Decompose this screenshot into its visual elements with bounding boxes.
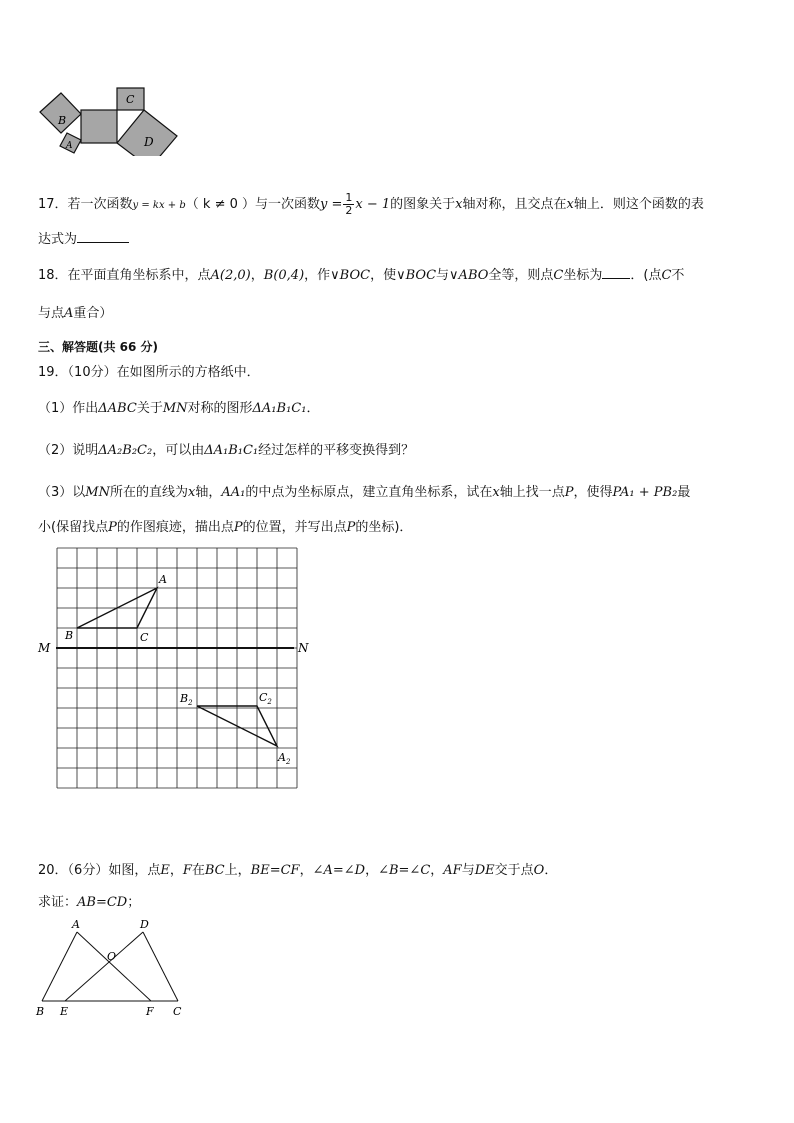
q18-mid3: 与	[436, 268, 450, 283]
q20-head-e: ，	[299, 863, 313, 878]
q20-eq1: BE=CF	[250, 863, 300, 878]
q17-line2	[38, 230, 129, 249]
q19-p3d: x	[187, 485, 196, 500]
q20-point-e: E	[160, 863, 170, 878]
q19-p2e: 经过怎样的平移变换得到？	[258, 443, 415, 458]
fig-label-b: B	[36, 1005, 45, 1018]
q19-p3f: AA₁	[221, 485, 246, 500]
grid-label-b2: $B_2$	[180, 692, 193, 707]
q20-head-c: 在	[191, 863, 205, 878]
q17-line1	[38, 192, 704, 217]
q17-x2: x	[566, 197, 574, 212]
q19-part2	[38, 442, 414, 460]
q19-p3q: P	[233, 520, 243, 535]
grid-label-c: C	[140, 631, 149, 644]
q20-head-h: 与	[461, 863, 475, 878]
center-square	[81, 110, 117, 143]
q18-point-c: C	[553, 268, 564, 283]
q20-prove-a: 求证：	[38, 895, 78, 910]
q20-prove-b: AB=CD	[77, 895, 128, 910]
q20-segment-de: DE	[474, 863, 495, 878]
q20-head-a: 20．（6分）如图，点	[38, 863, 161, 878]
q18-mid2: ，使	[370, 268, 397, 283]
q19-p3j: P	[564, 485, 574, 500]
q19-p3i: 轴上找一点	[499, 485, 565, 500]
q18-line2a: 与点	[38, 306, 65, 321]
q18-point-a-ref: A	[64, 306, 74, 321]
q18-mid4: 全等，则点	[488, 268, 554, 283]
square-d	[117, 110, 177, 156]
segment-de	[65, 932, 143, 1001]
q18-point-c2: C	[661, 268, 672, 283]
q19-p3a: （3）以	[38, 485, 86, 500]
q19-p2d: ΔA₁B₁C₁	[204, 443, 259, 458]
q18-triangle-boc: ∨BOC	[330, 268, 371, 283]
segment-dc	[143, 932, 178, 1001]
grid-lines	[57, 548, 297, 788]
q20-head-i: 交于点	[494, 863, 534, 878]
label-d: D	[144, 135, 154, 149]
q19-head: 19．（10分）在如图所示的方格纸中．	[38, 365, 260, 380]
q18-line1	[38, 266, 684, 285]
grid-label-c2: $C_2$	[259, 691, 272, 706]
q20-point-o: O	[533, 863, 545, 878]
q19-p1c: 关于	[136, 401, 163, 416]
grid-label-a2: $A_2$	[278, 751, 291, 766]
label-c: C	[126, 93, 135, 106]
q17-prefix: 17．若一次函数	[38, 197, 133, 212]
q17-func2-lhs: y =	[320, 197, 343, 212]
q18-triangle-abo: ∨ABO	[449, 268, 489, 283]
segment-af	[77, 932, 151, 1001]
fig-label-c: C	[173, 1005, 182, 1018]
fig-label-o: O	[107, 950, 117, 963]
q19-p1b: ΔABC	[98, 401, 137, 416]
q19-p3g: 的中点为坐标原点，建立直角坐标系，试在	[245, 485, 493, 500]
q18-answer-blank[interactable]	[602, 266, 630, 279]
q18-tail: 坐标为	[563, 268, 603, 283]
segment-ab	[42, 932, 77, 1001]
fig-label-d: D	[140, 918, 149, 931]
q18-point-b: B(0,4)	[263, 268, 305, 283]
q19-p3m: 最	[677, 485, 691, 500]
q19-p1a: （1）作出	[38, 401, 99, 416]
q19-p3r: 的位置，并写出点	[242, 520, 347, 535]
section-title: 三、解答题(共 66 分)	[38, 340, 159, 354]
fig-label-a: A	[72, 918, 80, 931]
q19-p3h: x	[492, 485, 500, 500]
q19-part1	[38, 400, 319, 418]
fig-label-e: E	[60, 1005, 69, 1018]
grid-label-b: B	[65, 629, 74, 642]
q17-func2-rhs: x − 1	[355, 197, 391, 212]
q20-head-j: ．	[544, 863, 558, 878]
q19-p1e: 对称的图形	[187, 401, 253, 416]
label-a: A	[66, 141, 73, 151]
q19-p3c: 所在的直线为	[109, 485, 188, 500]
q19-part3-line2	[38, 519, 412, 537]
fig-label-f: F	[146, 1005, 154, 1018]
q19-p1g: ．	[306, 401, 320, 416]
q20-head-b: ，	[169, 863, 183, 878]
q20-eq2: ∠A=∠D	[312, 863, 366, 878]
q17-fraction	[343, 192, 354, 217]
q19-grid-figure	[30, 545, 320, 795]
q20-segment-bc: BC	[204, 863, 225, 878]
q18-line2	[38, 305, 112, 323]
q20-point-f: F	[182, 863, 192, 878]
squares-figure	[36, 84, 186, 156]
q18-prefix: 18．在平面直角坐标系中，点	[38, 268, 211, 283]
label-b: B	[58, 114, 67, 127]
q17-cond: （ k ≠ 0 ）与一次函数	[185, 197, 321, 212]
q20-head-g: ，	[430, 863, 444, 878]
q20-head-d: 上，	[224, 863, 251, 878]
q19-p3n: 小(保留找点	[38, 520, 109, 535]
q18-sep: ，	[250, 268, 264, 283]
q20-head-f: ，	[365, 863, 379, 878]
q17-answer-label: 达式为	[38, 232, 78, 247]
q19-p1f: ΔA₁B₁C₁	[252, 401, 307, 416]
q17-frac-num: 1	[345, 191, 353, 204]
q18-line2b: 重合）	[73, 306, 113, 321]
q20-prove-c: ；	[127, 895, 141, 910]
square-b	[40, 93, 81, 133]
q17-tail: 轴上．则这个函数的表	[573, 197, 704, 212]
q18-tail3: 不	[671, 268, 685, 283]
q20-prove	[38, 894, 140, 912]
q20-segment-af: AF	[443, 863, 462, 878]
q19-p2b: ΔA₂B₂C₂	[98, 443, 153, 458]
grid-label-a: A	[159, 573, 167, 586]
q19-p1d: MN	[162, 401, 188, 416]
q17-func1: y = kx + b	[132, 200, 186, 211]
q17-frac-den: 2	[345, 204, 353, 217]
q17-mid1: 的图象关于	[390, 197, 456, 212]
q19-p3s: P	[346, 520, 356, 535]
q19-p2c: ，可以由	[152, 443, 205, 458]
q17-mid2: 轴对称，且交点在	[462, 197, 567, 212]
q19-p2a: （2）说明	[38, 443, 99, 458]
q19-p3p: 的作图痕迹，描出点	[116, 520, 234, 535]
q19-p3o: P	[108, 520, 117, 535]
q17-x1: x	[455, 197, 463, 212]
grid-label-m: M	[38, 641, 51, 655]
q19-p3l: PA₁ + PB₂	[612, 485, 678, 500]
q19-p3k: ，使得	[573, 485, 613, 500]
q18-tail2: ．(点	[630, 268, 662, 283]
q20-head	[38, 862, 557, 880]
q18-triangle-boc-2: ∨BOC	[396, 268, 437, 283]
q20-eq3: ∠B=∠C	[378, 863, 431, 878]
q17-answer-blank[interactable]	[77, 230, 129, 243]
grid-label-n: N	[298, 641, 309, 655]
q18-point-a: A(2,0)	[210, 268, 251, 283]
q19-part3-line1	[38, 484, 690, 502]
q19-p3t: 的坐标)．	[355, 520, 413, 535]
q18-mid: ，作	[304, 268, 331, 283]
q20-triangle-figure	[30, 915, 200, 1025]
q19-p3b: MN	[85, 485, 110, 500]
q19-p3e: 轴，	[195, 485, 222, 500]
